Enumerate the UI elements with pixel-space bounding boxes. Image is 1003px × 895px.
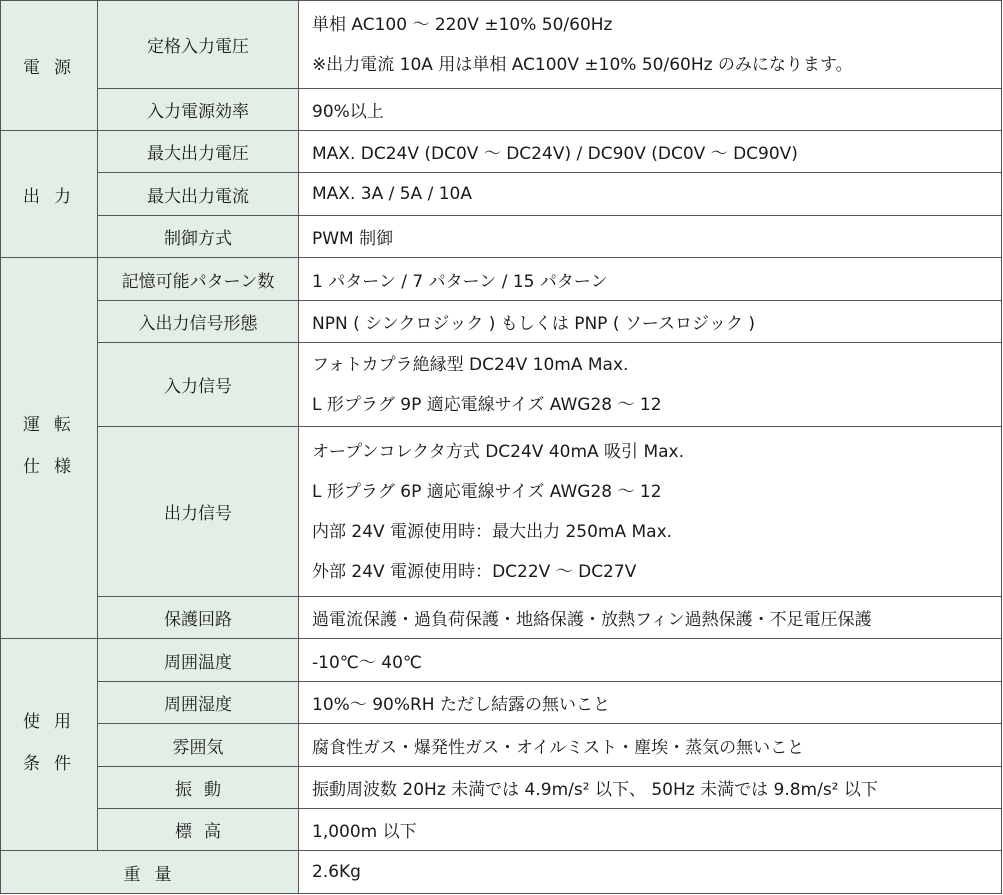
value-line: 内部 24V 電源使用時：最大出力 250mA Max. [312, 521, 673, 542]
category-line: 使用 [23, 711, 85, 732]
item-value: MAX. 3A / 5A / 10A [299, 173, 1002, 216]
item-value: -10℃～ 40℃ [299, 639, 1002, 682]
category-line: 条件 [23, 753, 85, 774]
item-label: 記憶可能パターン数 [98, 258, 299, 301]
value-line: ※出力電流 10A 用は単相 AC100V ±10% 50/60Hz のみになります。 [312, 54, 853, 75]
table-row [1, 89, 1002, 131]
item-label: 制御方式 [98, 216, 299, 258]
value-line: オープンコレクタ方式 DC24V 40mA 吸引 Max. [312, 441, 684, 462]
item-value [299, 427, 1002, 597]
table-row [1, 767, 1002, 809]
item-value: NPN ( シンクロジック ) もしくは PNP ( ソースロジック ) [299, 301, 1002, 343]
table-row [1, 216, 1002, 258]
item-label: 周囲湿度 [98, 682, 299, 724]
category-line: 運転 [23, 415, 85, 435]
item-value: 10%～ 90%RH ただし結露の無いこと [299, 682, 1002, 724]
item-value: 過電流保護・過負荷保護・地絡保護・放熱フィン過熱保護・不足電圧保護 [299, 597, 1002, 639]
item-label: 振動 [98, 767, 299, 809]
item-value: 振動周波数 20Hz 未満では 4.9m/s² 以下、 50Hz 未満では 9.8m/s² 以下 [299, 767, 1002, 809]
item-value: MAX. DC24V (DC0V ～ DC24V) / DC90V (DC0V ～ DC90V) [299, 131, 1002, 173]
item-value: 1,000m 以下 [299, 809, 1002, 851]
weight-value: 2.6Kg [299, 851, 1002, 894]
item-label: 雰囲気 [98, 724, 299, 767]
item-label: 入力信号 [98, 343, 299, 427]
item-label: 保護回路 [98, 597, 299, 639]
item-value [299, 343, 1002, 427]
category-line: 仕様 [23, 457, 85, 477]
item-label: 出力信号 [98, 427, 299, 597]
category-conditions [1, 639, 98, 851]
category-operation [1, 258, 98, 639]
value-line: 単相 AC100 ～ 220V ±10% 50/60Hz [312, 14, 613, 35]
table-row [1, 131, 1002, 173]
value-line: 外部 24V 電源使用時：DC22V ～ DC27V [312, 561, 637, 582]
value-line: フォトカプラ絶縁型 DC24V 10mA Max. [312, 354, 629, 375]
table-row [1, 809, 1002, 851]
category-output: 出力 [1, 131, 98, 258]
table-row [1, 301, 1002, 343]
item-label: 最大出力電流 [98, 173, 299, 216]
table-row [1, 851, 1002, 894]
item-label: 最大出力電圧 [98, 131, 299, 173]
item-label: 定格入力電圧 [98, 1, 299, 89]
table-row [1, 597, 1002, 639]
value-line: L 形プラグ 9P 適応電線サイズ AWG28 ～ 12 [312, 394, 662, 415]
item-label: 標高 [98, 809, 299, 851]
table-row [1, 427, 1002, 597]
value-line: L 形プラグ 6P 適応電線サイズ AWG28 ～ 12 [312, 481, 662, 502]
item-label: 周囲温度 [98, 639, 299, 682]
item-value: 90%以上 [299, 89, 1002, 131]
item-value: PWM 制御 [299, 216, 1002, 258]
table-row [1, 682, 1002, 724]
item-value: 腐食性ガス・爆発性ガス・オイルミスト・塵埃・蒸気の無いこと [299, 724, 1002, 767]
table-row [1, 173, 1002, 216]
item-value [299, 1, 1002, 89]
weight-label: 重量 [1, 851, 299, 894]
item-label: 入出力信号形態 [98, 301, 299, 343]
table-row [1, 724, 1002, 767]
item-value: 1 パターン / 7 パターン / 15 パターン [299, 258, 1002, 301]
table-row [1, 258, 1002, 301]
table-row [1, 343, 1002, 427]
category-power: 電源 [1, 1, 98, 131]
table-row [1, 1, 1002, 89]
item-label: 入力電源効率 [98, 89, 299, 131]
table-row [1, 639, 1002, 682]
